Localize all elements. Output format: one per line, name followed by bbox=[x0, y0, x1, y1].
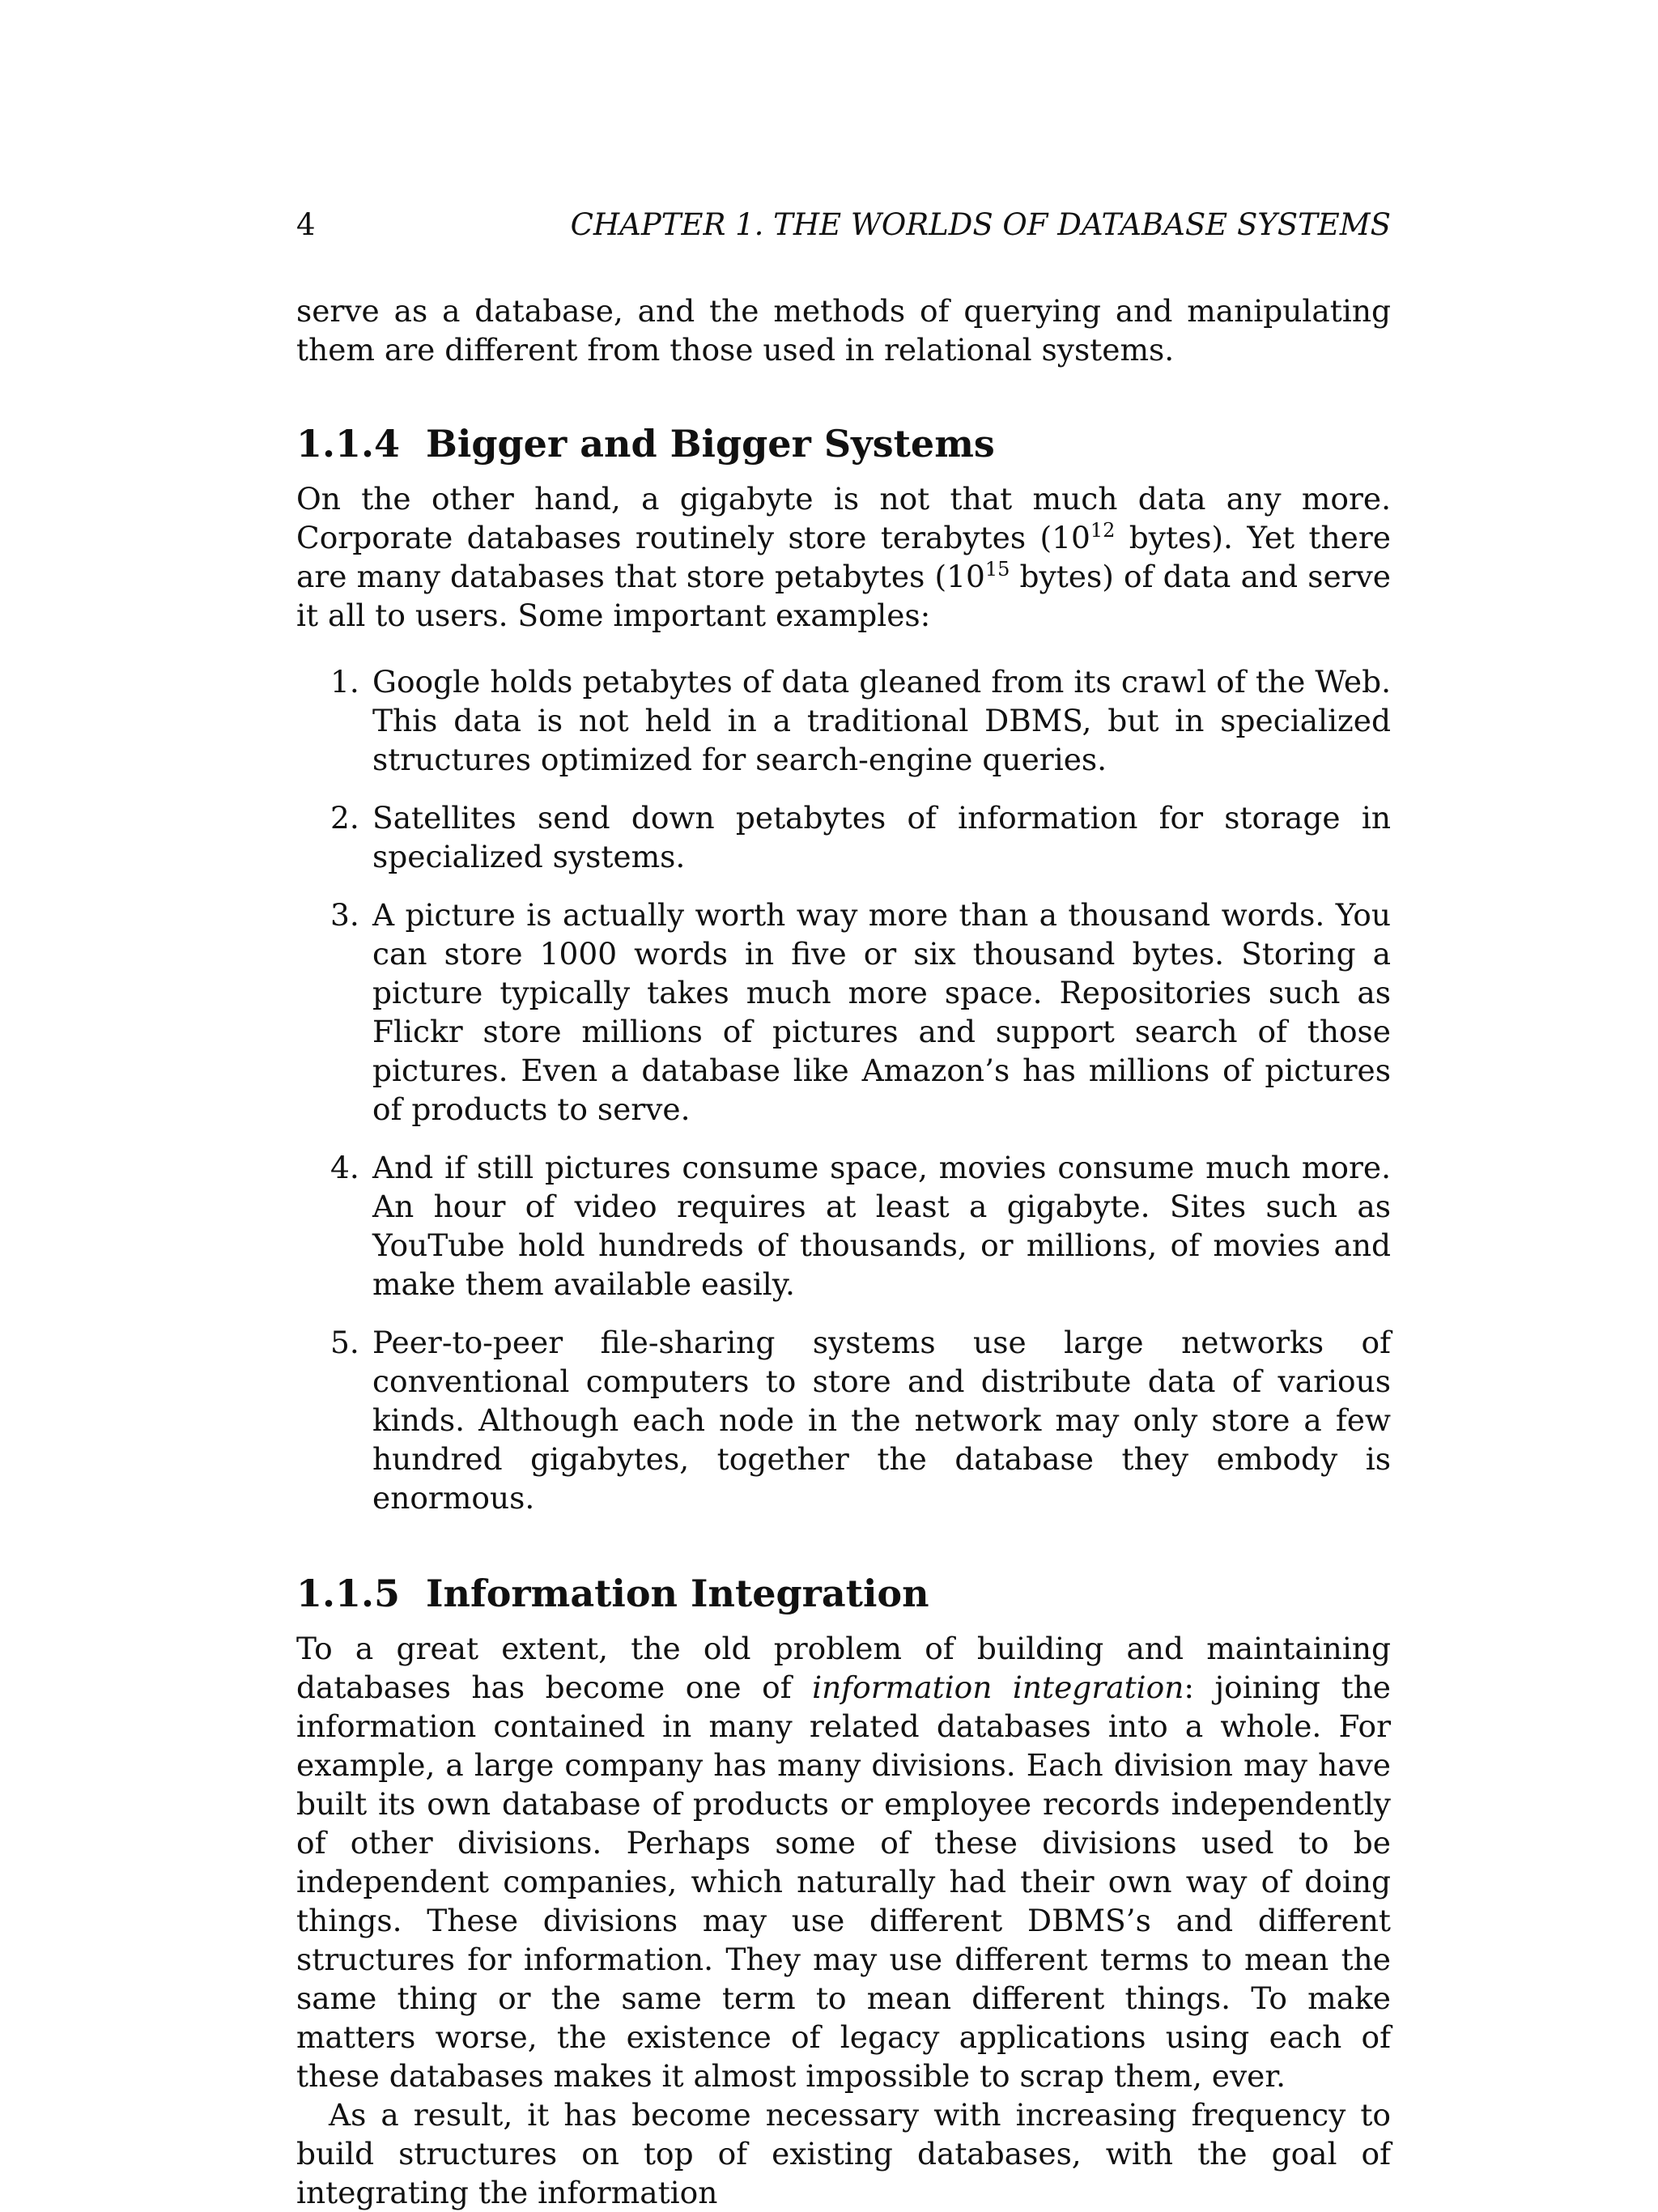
superscript: 15 bbox=[984, 558, 1010, 581]
section-heading-1-1-4 bbox=[296, 419, 1391, 468]
intro-paragraph: serve as a database, and the methods of querying and manipulating them are different from those used in relational systems. bbox=[296, 293, 1391, 368]
superscript: 12 bbox=[1090, 519, 1116, 542]
list-item-text: Satellites send down petabytes of information for storage in specialized systems. bbox=[372, 800, 1391, 874]
body-text bbox=[296, 291, 1391, 2212]
text-run: bytes). Yet there are many databases that store petabytes (10 bbox=[296, 520, 1391, 594]
chapter-title: CHAPTER 1. THE WORLDS OF DATABASE SYSTEMS bbox=[570, 207, 1391, 242]
list-number: 1. bbox=[330, 664, 359, 700]
examples-list bbox=[296, 662, 1391, 1517]
section-1-1-5-paragraph-2: As a result, it has become necessary with increasing frequency to build structures on top of existing databases, with the goal of integrating the information bbox=[296, 2097, 1391, 2210]
list-number: 2. bbox=[330, 800, 359, 836]
page-number: 4 bbox=[296, 207, 316, 242]
list-item bbox=[330, 662, 1391, 779]
section-number: 1.1.5 bbox=[296, 1572, 401, 1615]
list-number: 4. bbox=[330, 1150, 359, 1185]
list-number: 5. bbox=[330, 1325, 359, 1360]
list-item-text: And if still pictures consume space, movies consume much more. An hour of video requires at least a gigabyte. Sites such as YouTube hold hundreds of thousands, or millions, of movies and make them available easily. bbox=[372, 1150, 1391, 1302]
text-run: bytes) of data and serve it all to users. Some important examples: bbox=[296, 559, 1391, 633]
list-item-text: Google holds petabytes of data gleaned from its crawl of the Web. This data is not held in a traditional DBMS, but in specialized structures optimized for search-engine queries. bbox=[372, 664, 1391, 777]
list-item bbox=[330, 1148, 1391, 1304]
list-item-text: Peer-to-peer file-sharing systems use large networks of conventional computers to store and distribute data of various kinds. Although each node in the network may only store a few hundred gigabytes, together the database they embody is enormous. bbox=[372, 1325, 1391, 1516]
list-item bbox=[330, 895, 1391, 1129]
list-item bbox=[330, 798, 1391, 876]
emphasized-term: information integration bbox=[812, 1670, 1184, 1705]
section-number: 1.1.4 bbox=[296, 422, 401, 466]
list-item-text: A picture is actually worth way more than a thousand words. You can store 1000 words in five or six thousand bytes. Storing a picture typically takes much more space. Repositories such as Flickr store millions of pictures and support search of those pictures. Even a database like Amazon’s has millions of pictures of products to serve. bbox=[372, 897, 1391, 1127]
section-1-1-4-paragraph bbox=[296, 479, 1391, 635]
text-run: : joining the information contained in many related databases into a whole. For example, a large company has many divisions. Each division may have built its own database of products or employee records independently of other divisions. Perhaps some of these divisions used to be independent companies, which naturally had their own way of doing things. These divisions may use different DBMS’s and different structures for information. They may use different terms to mean the same thing or the same term to mean different things. To make matters worse, the existence of legacy applications using each of these databases makes it almost impossible to scrap them, ever. bbox=[296, 1670, 1391, 2094]
section-title: Information Integration bbox=[426, 1572, 929, 1615]
running-head bbox=[296, 201, 1391, 249]
section-1-1-5-paragraph-1 bbox=[296, 1629, 1391, 2095]
section-heading-1-1-5 bbox=[296, 1569, 1391, 1618]
list-item bbox=[330, 1323, 1391, 1517]
text-run: To a great extent, the old problem of building and maintaining databases has become one of bbox=[296, 1631, 1391, 1705]
section-title: Bigger and Bigger Systems bbox=[426, 422, 995, 466]
list-number: 3. bbox=[330, 897, 359, 933]
text-run: On the other hand, a gigabyte is not that much data any more. Corporate databases routinely store terabytes (10 bbox=[296, 481, 1391, 555]
